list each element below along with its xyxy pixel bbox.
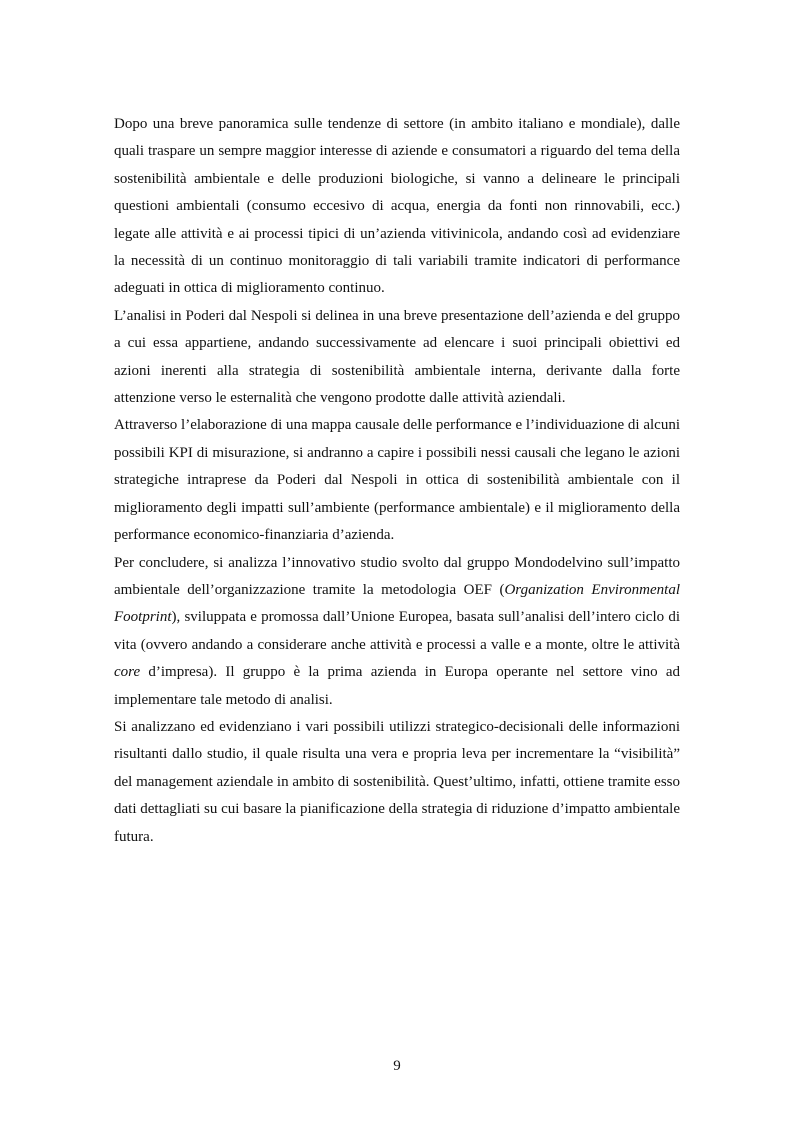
italic-term: core bbox=[114, 664, 141, 681]
text-run: Dopo una breve panoramica sulle tendenze di settore (in ambito italiano e mondiale), dalle quali traspare un sempre maggior interesse di aziende e consumatori a riguardo del tema della sostenibilità ambientale e delle produzioni biologiche, si vanno a delineare le principali questioni ambientali (consumo eccesivo di acqua, energia da fonti non rinnovabili, ecc.) legate alle attività e ai processi tipici di un’azienda vitivinicola, andando così ad evidenziare la necessità di un continuo monitoraggio di tali variabili tramite indicatori di performance adeguati in ottica di miglioramento continuo. bbox=[114, 116, 680, 297]
body-text bbox=[114, 111, 680, 851]
text-run: d’impresa). Il gruppo è la prima azienda in Europa operante nel settore vino ad implementare tale metodo di analisi. bbox=[114, 664, 680, 708]
page-number: 9 bbox=[393, 1058, 401, 1074]
text-run: L’analisi in Poderi dal Nespoli si delinea in una breve presentazione dell’azienda e del gruppo a cui essa appartiene, andando successivamente ad elencare i suoi principali obiettivi ed azioni inerenti alla strategia di sostenibilità ambientale interna, derivante dalla forte attenzione verso le esternalità che vengono prodotte dalle attività aziendali. bbox=[114, 307, 680, 407]
paragraph bbox=[114, 303, 680, 413]
text-run: Per concludere, si analizza l’innovativo studio svolto dal gruppo Mondodelvino sull’impatto ambientale dell’organizzazione tramite la metodologia OEF ( bbox=[114, 554, 680, 598]
text-run: Si analizzano ed evidenziano i vari possibili utilizzi strategico-decisionali delle informazioni risultanti dallo studio, il quale risulta una vera e propria leva per incrementare la “visibilità” del management aziendale in ambito di sostenibilità. Quest’ultimo, infatti, ottiene tramite esso dati dettagliati su cui basare la pianificazione della strategia di riduzione d’impatto ambientale futura. bbox=[114, 718, 680, 845]
text-run: ), sviluppata e promossa dall’Unione Europea, basata sull’analisi dell’intero ciclo di vita (ovvero andando a considerare anche attività e processi a valle e a monte, oltre le attività bbox=[114, 609, 680, 653]
paragraph bbox=[114, 714, 680, 851]
paragraph bbox=[114, 550, 680, 714]
paragraph bbox=[114, 412, 680, 549]
text-run: Attraverso l’elaborazione di una mappa causale delle performance e l’individuazione di alcuni possibili KPI di misurazione, si andranno a capire i possibili nessi causali che legano le azioni strategiche intraprese da Poderi dal Nespoli in ottica di sostenibilità ambientale con il miglioramento degli impatti sull’ambiente (performance ambientale) e il miglioramento della performance economico-finanziaria d’azienda. bbox=[114, 417, 681, 544]
italic-term: Organization Environmental Footprint bbox=[114, 581, 681, 626]
paragraph bbox=[114, 111, 680, 303]
